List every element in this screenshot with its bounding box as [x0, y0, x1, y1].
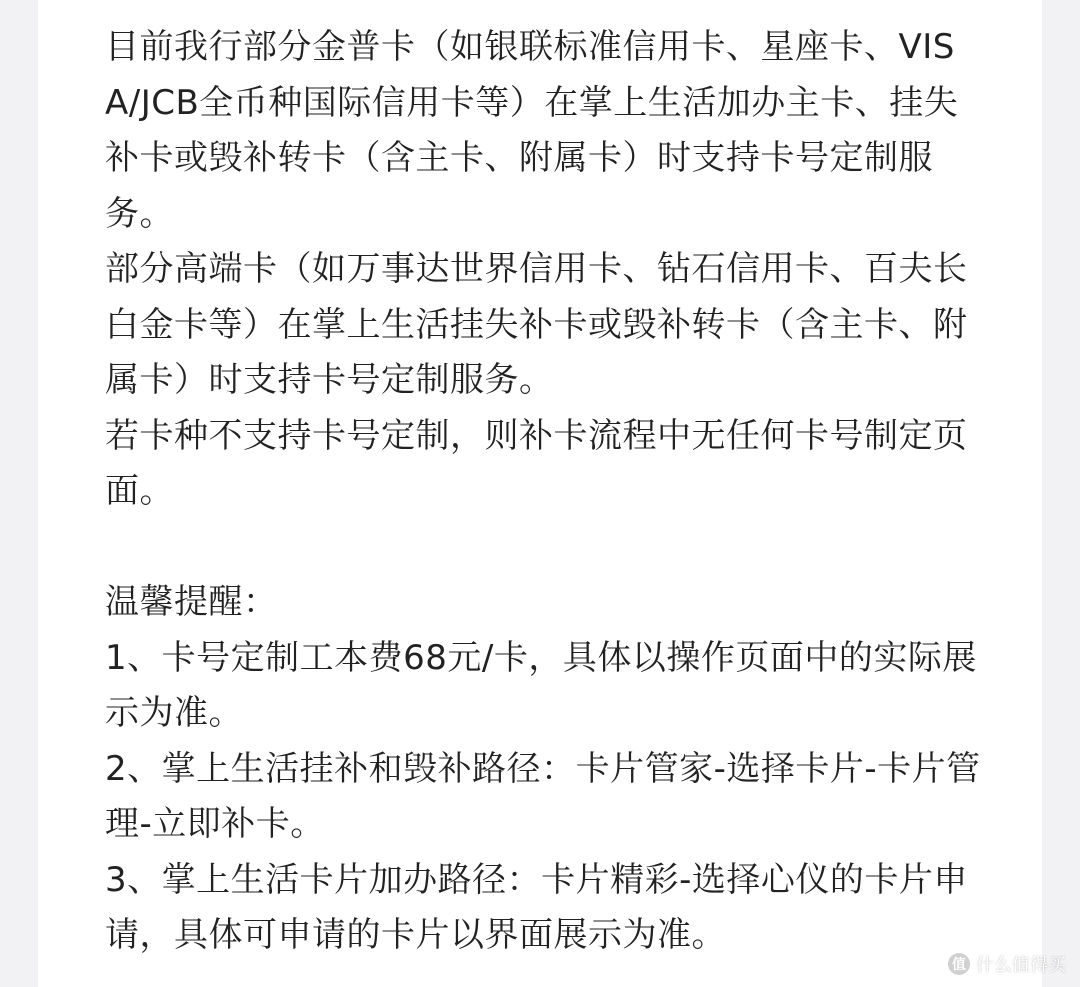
reminder-item-fee: 1、卡号定制工本费68元/卡，具体以操作页面中的实际展示为准。: [105, 637, 977, 733]
paragraph-gold-card: 目前我行部分金普卡（如银联标准信用卡、星座卡、VISA/JCB全币种国际信用卡等）在掌上生活加办主卡、挂失补卡或毁补转卡（含主卡、附属卡）时支持卡号定制服务。: [105, 27, 959, 234]
reminder-item-apply-path: 3、掌上生活卡片加办路径：卡片精彩-选择心仪的卡片申请，具体可申请的卡片以界面展示为准。: [105, 859, 968, 955]
article-card: [38, 0, 1042, 987]
article-body: [105, 20, 985, 964]
watermark: [948, 951, 1066, 977]
watermark-text: 什么值得买: [976, 955, 1066, 976]
paragraph-unsupported: 若卡种不支持卡号定制，则补卡流程中无任何卡号制定页面。: [105, 415, 968, 511]
reminder-title: 温馨提醒：: [105, 582, 278, 622]
reminder-item-replace-path: 2、掌上生活挂补和毁补路径：卡片管家-选择卡片-卡片管理-立即补卡。: [105, 748, 981, 844]
spacer: [105, 520, 985, 576]
paragraph-premium-card: 部分高端卡（如万事达世界信用卡、钻石信用卡、百夫长白金卡等）在掌上生活挂失补卡或毁补转卡（含主卡、附属卡）时支持卡号定制服务。: [105, 249, 968, 400]
zhi-logo-icon: 值: [948, 953, 970, 975]
